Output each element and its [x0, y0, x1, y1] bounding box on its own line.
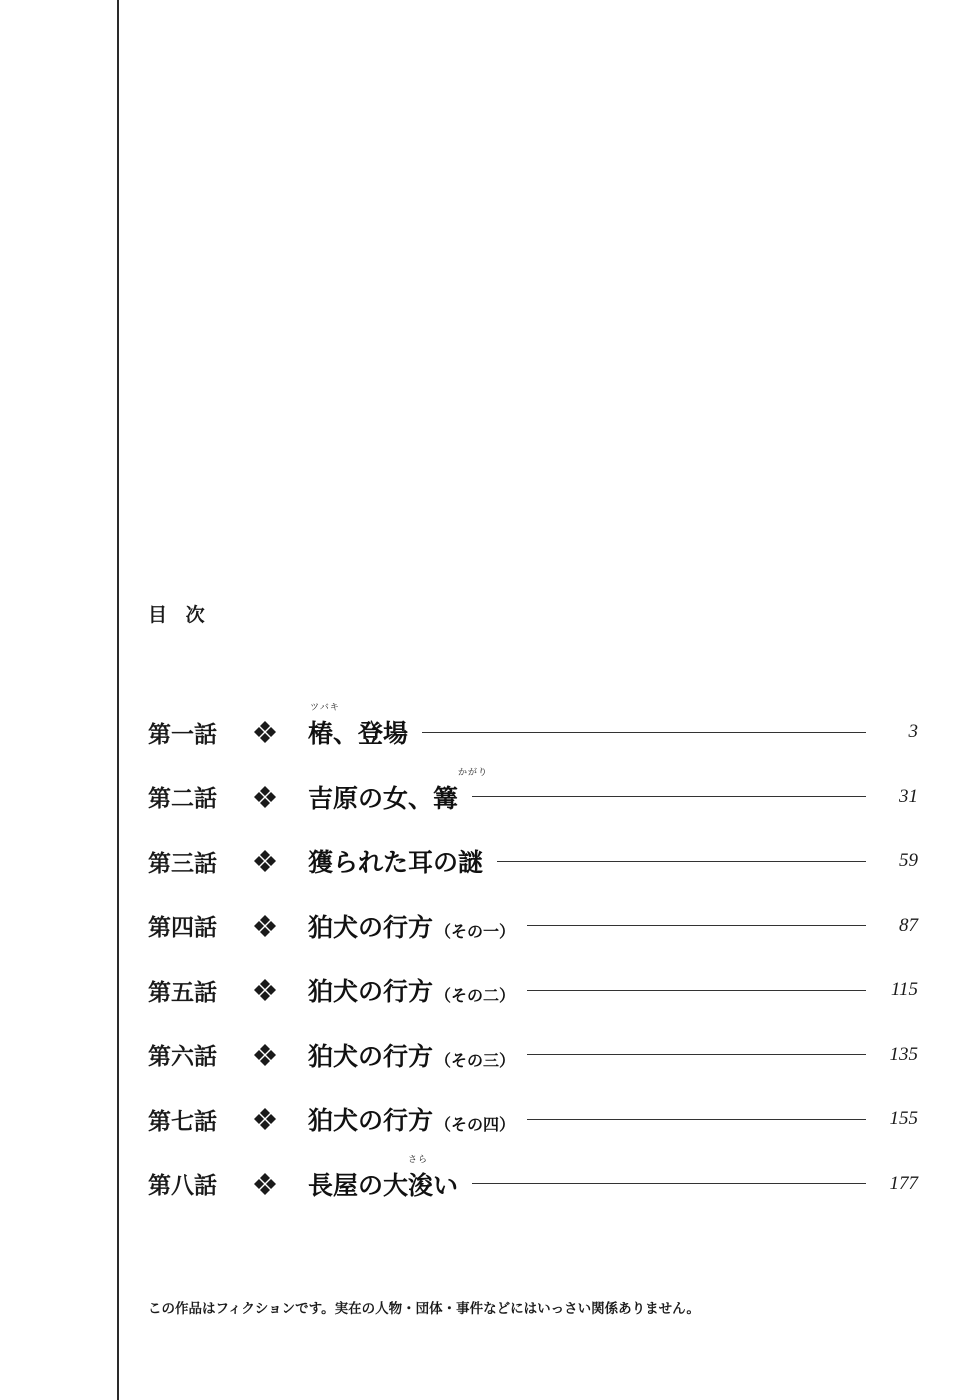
chapter-number: 第三話 — [148, 849, 217, 877]
toc-entry[interactable] — [148, 1152, 918, 1217]
toc-entry[interactable] — [148, 765, 918, 830]
toc-entry[interactable] — [148, 1087, 918, 1152]
toc-entry[interactable] — [148, 829, 918, 894]
page-number: 3 — [908, 721, 918, 743]
chapter-title — [308, 703, 410, 750]
leader-line — [527, 1119, 866, 1120]
ruby-annotation: ツバキ — [310, 703, 340, 714]
four-diamond-bullet-icon — [248, 1043, 308, 1067]
page-number: 115 — [890, 979, 918, 1001]
four-diamond-bullet-icon — [248, 720, 308, 744]
toc-entry[interactable] — [148, 700, 918, 765]
chapter-subtitle: （その三） — [435, 1050, 516, 1070]
chapter-title — [308, 908, 515, 944]
leader-line — [527, 925, 866, 926]
chapter-subtitle: （その四） — [435, 1115, 516, 1135]
leader-line — [527, 990, 866, 991]
page-number: 59 — [899, 850, 918, 872]
chapter-subtitle: （その一） — [435, 921, 516, 941]
chapter-title — [308, 767, 489, 815]
page-gutter-line — [117, 0, 119, 1400]
chapter-title-text: 狛犬の行方 — [308, 1041, 434, 1071]
page-number: 177 — [889, 1172, 918, 1194]
chapter-title-text: 長屋の大浚い — [308, 1170, 459, 1200]
toc-heading: 目 次 — [148, 604, 211, 626]
chapter-title-text: 狛犬の行方 — [308, 977, 434, 1007]
four-diamond-bullet-icon — [248, 1172, 308, 1196]
toc-list — [148, 700, 918, 1216]
chapter-number: 第一話 — [148, 720, 217, 748]
fiction-disclaimer: この作品はフィクションです。実在の人物・団体・事件などにはいっさい関係ありません。 — [148, 1301, 700, 1317]
chapter-title-text: 椿、登場 — [308, 719, 409, 749]
page-number: 155 — [889, 1108, 918, 1130]
four-diamond-bullet-icon — [248, 1107, 308, 1131]
ruby-annotation: かがり — [458, 767, 489, 778]
chapter-title-text: 獲られた耳の謎 — [308, 848, 484, 878]
page-number: 31 — [899, 785, 918, 807]
toc-entry[interactable] — [148, 958, 918, 1023]
chapter-title-text: 吉原の女、篝 — [308, 783, 459, 813]
chapter-number: 第六話 — [148, 1043, 217, 1071]
four-diamond-bullet-icon — [248, 914, 308, 938]
chapter-number: 第四話 — [148, 914, 217, 942]
chapter-title-text: 狛犬の行方 — [308, 1106, 434, 1136]
page-number: 87 — [899, 914, 918, 936]
chapter-title — [308, 1154, 460, 1202]
chapter-number: 第五話 — [148, 978, 217, 1006]
chapter-number: 第二話 — [148, 785, 217, 813]
leader-line — [422, 732, 866, 733]
leader-line — [472, 796, 866, 797]
leader-line — [497, 861, 866, 862]
chapter-title — [308, 1101, 515, 1137]
chapter-title-text: 狛犬の行方 — [308, 912, 434, 942]
chapter-title — [308, 843, 485, 879]
chapter-subtitle: （その二） — [435, 986, 516, 1006]
chapter-number: 第八話 — [148, 1172, 217, 1200]
ruby-annotation: さら — [408, 1154, 429, 1165]
chapter-title — [308, 972, 515, 1008]
toc-entry[interactable] — [148, 894, 918, 959]
toc-entry[interactable] — [148, 1023, 918, 1088]
leader-line — [527, 1054, 866, 1055]
page-number: 135 — [889, 1043, 918, 1065]
chapter-title — [308, 1037, 515, 1073]
chapter-number: 第七話 — [148, 1107, 217, 1135]
four-diamond-bullet-icon — [248, 978, 308, 1002]
four-diamond-bullet-icon — [248, 849, 308, 873]
four-diamond-bullet-icon — [248, 785, 308, 809]
leader-line — [472, 1183, 866, 1184]
